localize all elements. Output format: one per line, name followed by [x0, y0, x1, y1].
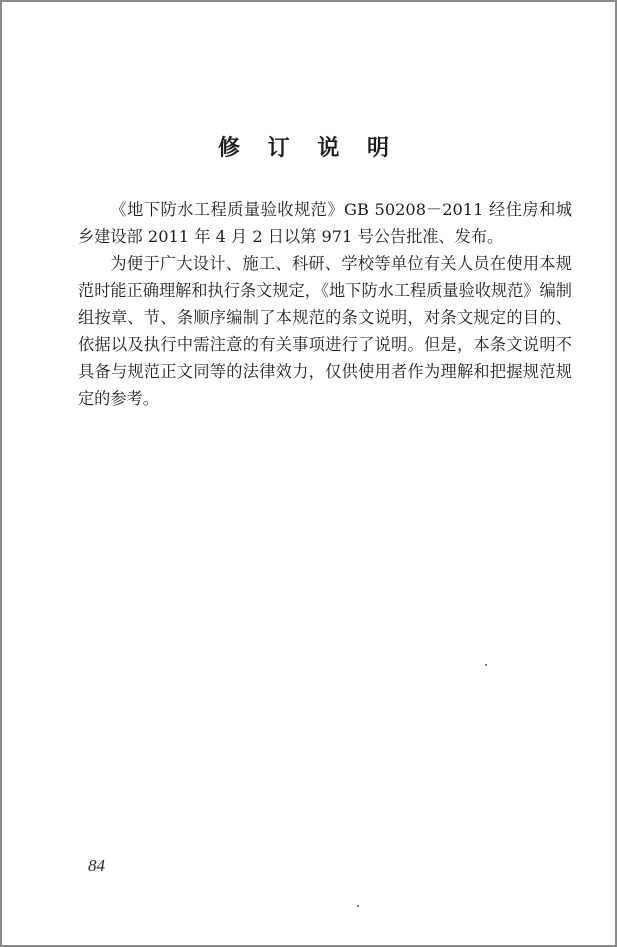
- paragraph-purpose: 为便于广大设计、施工、科研、学校等单位有关人员在使用本规范时能正确理解和执行条文规定，《地下防水工程质量验收规范》编制组按章、节、条顺序编制了本规范的条文说明，对条文规定的目的、依据以及执行中需注意的有关事项进行了说明。但是，本条文说明不具备与规范正文同等的法律效力，仅供使用者作为理解和把握规范规定的参考。: [78, 254, 572, 408]
- page-title: 修 订 说 明: [218, 136, 399, 161]
- paragraph-approval: 《地下防水工程质量验收规范》GB 50208－2011 经住房和城乡建设部 2011 年 4 月 2 日以第 971 号公告批准、发布。: [78, 200, 572, 246]
- scan-speck: [357, 905, 359, 907]
- body-text: [78, 196, 572, 412]
- scan-speck: [485, 664, 487, 666]
- page-number: 84: [88, 856, 105, 875]
